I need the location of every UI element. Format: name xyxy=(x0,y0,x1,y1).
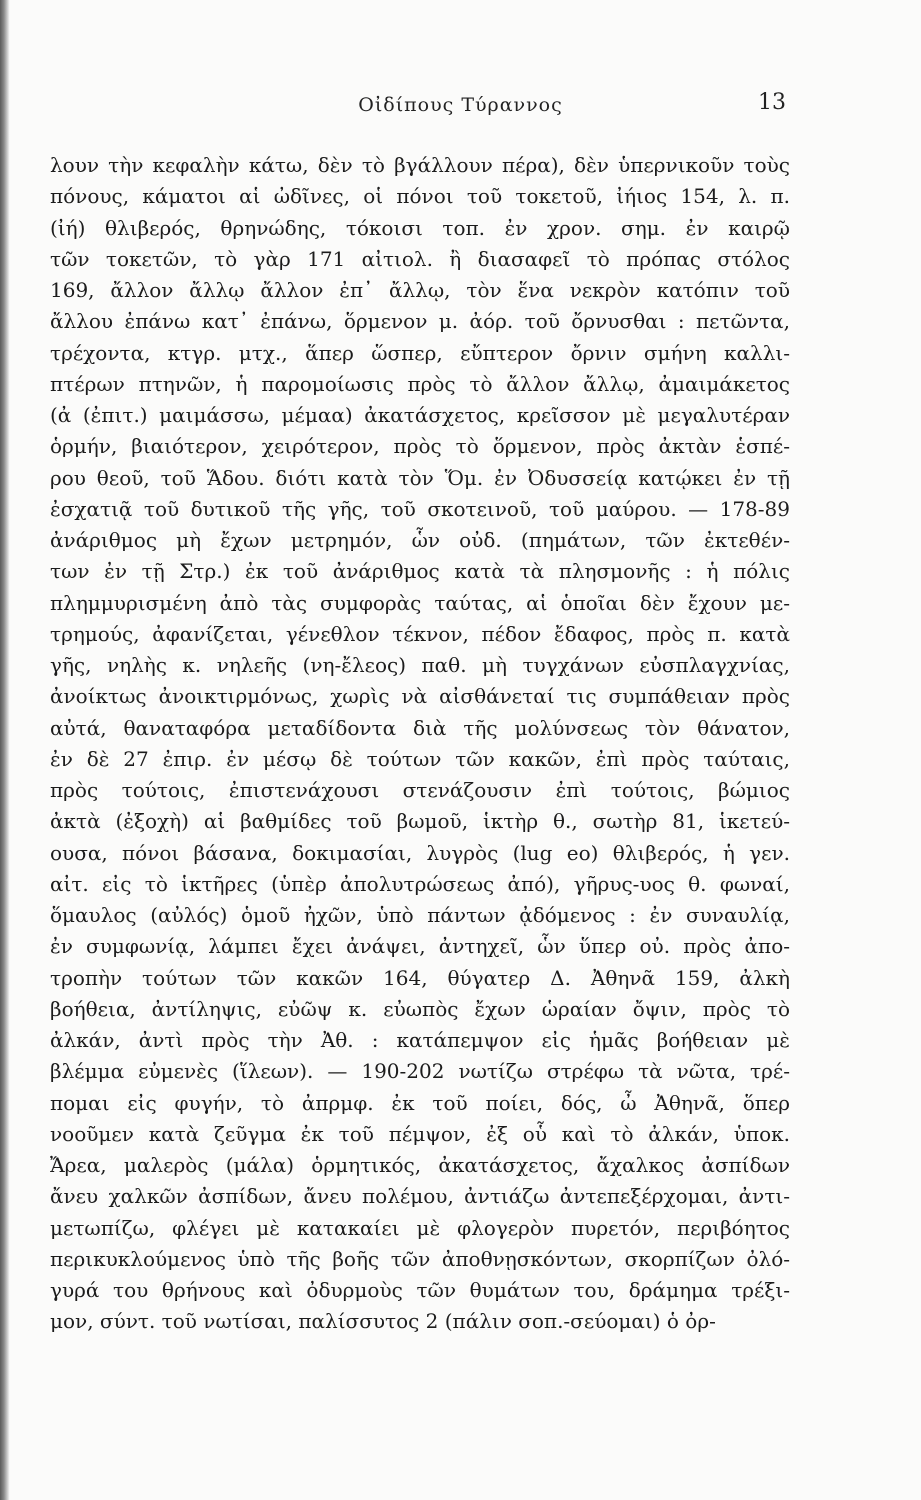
text-line: μετωπίζω, φλέγει μὲ κατακαίει μὲ φλογερὸν πυρετόν, περιβόητος xyxy=(50,1215,790,1240)
text-line: ουσα, πόνοι βάσανα, δοκιμασίαι, λυγρὸς (lug eo) θλιβερός, ἡ γεν. xyxy=(50,840,790,865)
text-line: ἀνοίκτως ἀνοικτιρμόνως, χωρὶς νὰ αἰσθάνεταί τις συμπάθειαν πρὸς xyxy=(50,684,790,709)
text-line: πτέρων πτηνῶν, ἡ παρομοίωσις πρὸς τὸ ἄλλον ἄλλῳ, ἀμαιμάκετος xyxy=(50,371,790,396)
text-line: ἄνευ χαλκῶν ἀσπίδων, ἄνευ πολέμου, ἀντιάζω ἀντεπεξέρχομαι, ἀντι- xyxy=(50,1184,790,1209)
text-line: ἀλκάν, ἀντὶ πρὸς τὴν Ἀθ. : κατάπεμψον εἰς ἡμᾶς βοήθειαν μὲ xyxy=(50,1028,790,1052)
text-line: γυρά του θρήνους καὶ ὀδυρμοὺς τῶν θυμάτων του, δράμημα τρέξι- xyxy=(50,1278,790,1302)
text-line: ἐν δὲ 27 ἐπιρ. ἐν μέσῳ δὲ τούτων τῶν κακῶν, ἐπὶ πρὸς ταύταις, xyxy=(50,746,790,771)
text-line: των ἐν τῇ Στρ.) ἐκ τοῦ ἀνάριθμος κατὰ τὰ πλησμονῆς : ἡ πόλις xyxy=(50,559,790,584)
text-line: ἐσχατιᾷ τοῦ δυτικοῦ τῆς γῆς, τοῦ σκοτεινοῦ, τοῦ μαύρου. — 178-89 xyxy=(50,496,790,521)
text-line: γῆς, νηλὴς κ. νηλεῆς (νη-ἔλεος) παθ. μὴ τυγχάνων εὐσπλαγχνίας, xyxy=(50,653,790,677)
text-line: (ἰή) θλιβερός, θρηνώδης, τόκοισι τοπ. ἐν χρον. σημ. ἐν καιρῷ xyxy=(50,215,790,240)
text-line: τρέχοντα, κτγρ. μτχ., ἅπερ ὥσπερ, εὔπτερον ὄρνιν σμήνη καλλι- xyxy=(50,340,790,365)
text-line: βοήθεια, ἀντίληψις, εὐῶψ κ. εὐωπὸς ἔχων ὡραίαν ὄψιν, πρὸς τὸ xyxy=(50,996,790,1021)
text-line: ἄλλου ἐπάνω κατ᾿ ἐπάνω, ὅρμενον μ. ἀόρ. τοῦ ὄρνυσθαι : πετῶντα, xyxy=(50,309,790,334)
text-line: (ἀ (ἐπιτ.) μαιμάσσω, μέμαα) ἀκατάσχετος, κρεῖσσον μὲ μεγαλυτέραν xyxy=(50,403,790,427)
text-line: πρὸς τούτοις, ἐπιστενάχουσι στενάζουσιν ἐπὶ τούτοις, βώμιος xyxy=(50,778,790,802)
text-line: αἰτ. εἰς τὸ ἱκτῆρες (ὑπὲρ ἀπολυτρώσεως ἀπό), γῆρυς-υος θ. φωναί, xyxy=(50,871,790,896)
commentary-text xyxy=(50,150,790,1338)
text-line: ρου θεοῦ, τοῦ Ἅδου. διότι κατὰ τὸν Ὅμ. ἐν Ὀδυσσείᾳ κατῴκει ἐν τῇ xyxy=(50,465,790,490)
text-line: ἀνάριθμος μὴ ἔχων μετρημόν, ὧν οὐδ. (πημάτων, τῶν ἐκτεθέν- xyxy=(50,528,790,552)
text-line: πλημμυρισμένη ἀπὸ τὰς συμφορὰς ταύτας, αἱ ὁποῖαι δὲν ἔχουν με- xyxy=(50,590,790,615)
text-line: τροπὴν τούτων τῶν κακῶν 164, θύγατερ Δ. Ἀθηνᾶ 159, ἀλκὴ xyxy=(50,965,790,990)
text-line: αὐτά, θαναταφόρα μεταδίδοντα διὰ τῆς μολύνσεως τὸν θάνατον, xyxy=(50,715,790,740)
page-number: 13 xyxy=(758,90,786,115)
text-line: νοοῦμεν κατὰ ζεῦγμα ἐκ τοῦ πέμψον, ἐξ οὗ καὶ τὸ ἀλκάν, ὑποκ. xyxy=(50,1121,790,1146)
page-header xyxy=(0,86,921,126)
text-line: περικυκλούμενος ὑπὸ τῆς βοῆς τῶν ἀποθνῃσκόντων, σκορπίζων ὀλό- xyxy=(50,1246,790,1271)
text-line: τῶν τοκετῶν, τὸ γὰρ 171 αἰτιολ. ἢ διασαφεῖ τὸ πρόπας στόλος xyxy=(50,246,790,271)
text-line: πόνους, κάματοι αἱ ὠδῖνες, οἱ πόνοι τοῦ τοκετοῦ, ἰήιος 154, λ. π. xyxy=(50,184,790,209)
text-line: ἐν συμφωνίᾳ, λάμπει ἔχει ἀνάψει, ἀντηχεῖ, ὧν ὕπερ οὐ. πρὸς ἀπο- xyxy=(50,934,790,959)
text-line: πομαι εἰς φυγήν, τὸ ἀπρμφ. ἐκ τοῦ ποίει, δός, ὦ Ἀθηνᾶ, ὅπερ xyxy=(50,1090,790,1115)
text-line: βλέμμα εὐμενὲς (ἵλεων). — 190-202 νωτίζω στρέφω τὰ νῶτα, τρέ- xyxy=(50,1059,790,1084)
scan-binding-edge xyxy=(0,0,10,1500)
text-line: ἀκτὰ (ἐξοχὴ) αἱ βαθμίδες τοῦ βωμοῦ, ἱκτὴρ θ., σωτὴρ 81, ἱκετεύ- xyxy=(50,809,790,834)
text-line: τρημούς, ἀφανίζεται, γένεθλον τέκνον, πέδον ἔδαφος, πρὸς π. κατὰ xyxy=(50,621,790,646)
text-line: μον, σύντ. τοῦ νωτίσαι, παλίσσυτος 2 (πάλιν σοπ.-σεύομαι) ὁ ὀρ- xyxy=(50,1309,716,1334)
text-line: λουν τὴν κεφαλὴν κάτω, δὲν τὸ βγάλλουν πέρα), δὲν ὑπερνικοῦν τοὺς xyxy=(50,153,790,177)
text-line: 169, ἄλλον ἄλλῳ ἄλλον ἐπ᾿ ἄλλῳ, τὸν ἕνα νεκρὸν κατόπιν τοῦ xyxy=(50,278,790,302)
text-line: Ἄρεα, μαλερὸς (μάλα) ὁρμητικός, ἀκατάσχετος, ἄχαλκος ἀσπίδων xyxy=(50,1153,790,1177)
text-line: ὅμαυλος (αὐλός) ὁμοῦ ἠχῶν, ὑπὸ πάντων ᾀδόμενος : ἐν συναυλίᾳ, xyxy=(50,903,790,927)
text-line: ὁρμήν, βιαιότερον, χειρότερον, πρὸς τὸ ὅρμενον, πρὸς ἀκτὰν ἑσπέ- xyxy=(50,434,790,459)
running-title: Οἰδίπους Τύραννος xyxy=(358,94,563,116)
